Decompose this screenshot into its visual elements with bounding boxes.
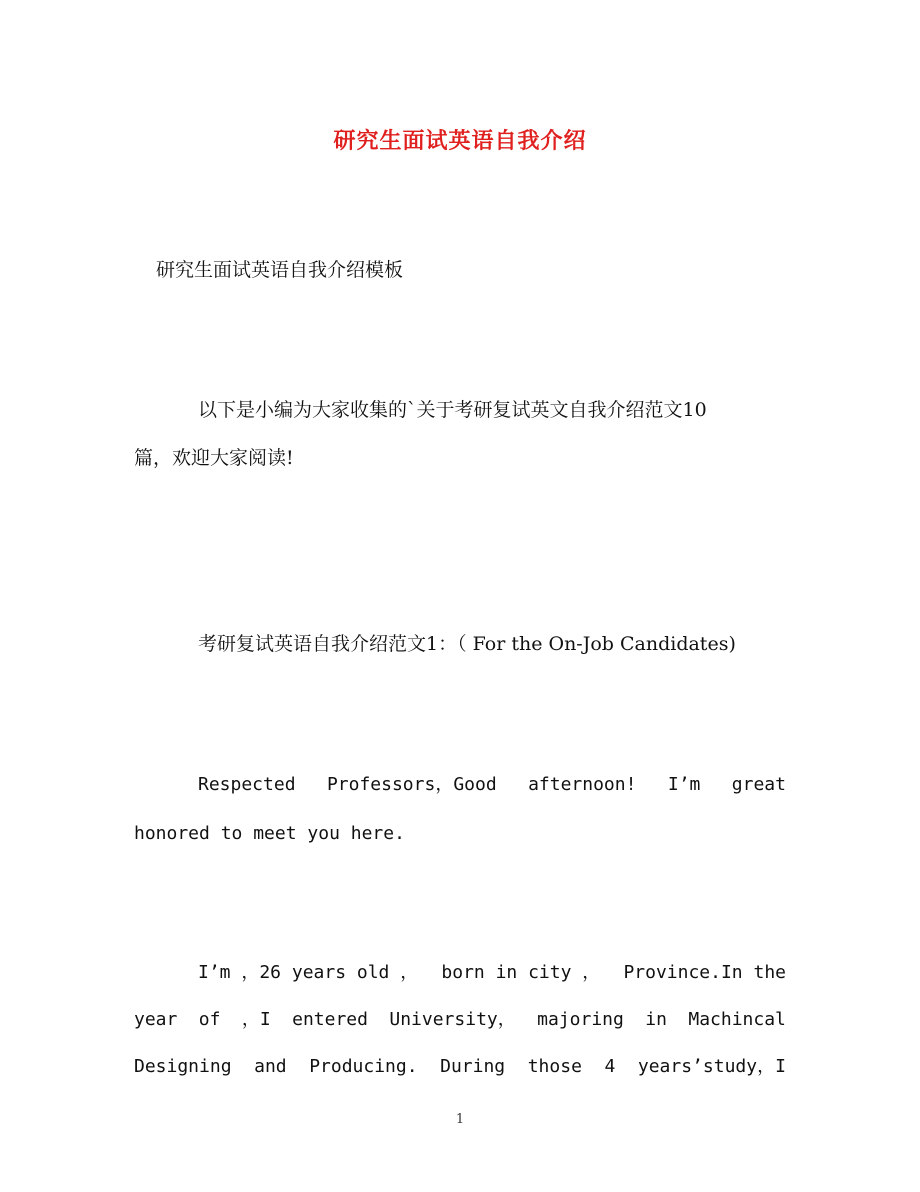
para2-line-1 [198,961,786,985]
para1-word: Respected [198,774,296,795]
para2-word: years’study，I [637,1056,786,1077]
para2-word: those [527,1056,582,1077]
para2-word: ，I [241,1009,271,1030]
para2-word: in [645,1009,667,1030]
para1-word: I’m [667,774,701,795]
para2-phrase: born in city ， [441,962,601,983]
para2-phrase: Province.In the [623,962,786,983]
para2-word: During [440,1056,506,1077]
para2-word: year [134,1009,178,1030]
para1-line-1 [198,773,786,797]
para2-word: of [198,1009,221,1030]
intro-line-2: 篇，欢迎大家阅读! [134,447,294,469]
para2-word: and [254,1056,287,1077]
para2-word: majoring [537,1009,624,1030]
para2-phrase: I’m ，26 years old ， [198,962,419,983]
para1-word: great [731,774,786,795]
para2-word: Designing [134,1056,232,1077]
para2-word: 4 [604,1056,616,1077]
para2-word: Machincal [688,1009,786,1030]
document-title: 研究生面试英语自我介绍 [333,128,587,154]
page-number: 1 [455,1112,465,1127]
para2-word: entered [292,1009,368,1030]
subtitle: 研究生面试英语自我介绍模板 [156,259,404,281]
para2-word: Producing. [309,1056,418,1077]
para1-word: afternoon! [528,774,637,795]
para2-word: University， [389,1009,516,1030]
para2-line-3 [134,1055,786,1079]
para1-word: Professors，Good [326,774,497,795]
intro-line-1: 以下是小编为大家收集的`关于考研复试英文自我介绍范文10 [198,399,707,421]
para2-line-2 [134,1008,786,1032]
para1-line-2: honored to meet you here. [134,823,405,844]
section-heading-1: 考研复试英语自我介绍范文1：（ For the On-Job Candidates) [198,633,736,655]
